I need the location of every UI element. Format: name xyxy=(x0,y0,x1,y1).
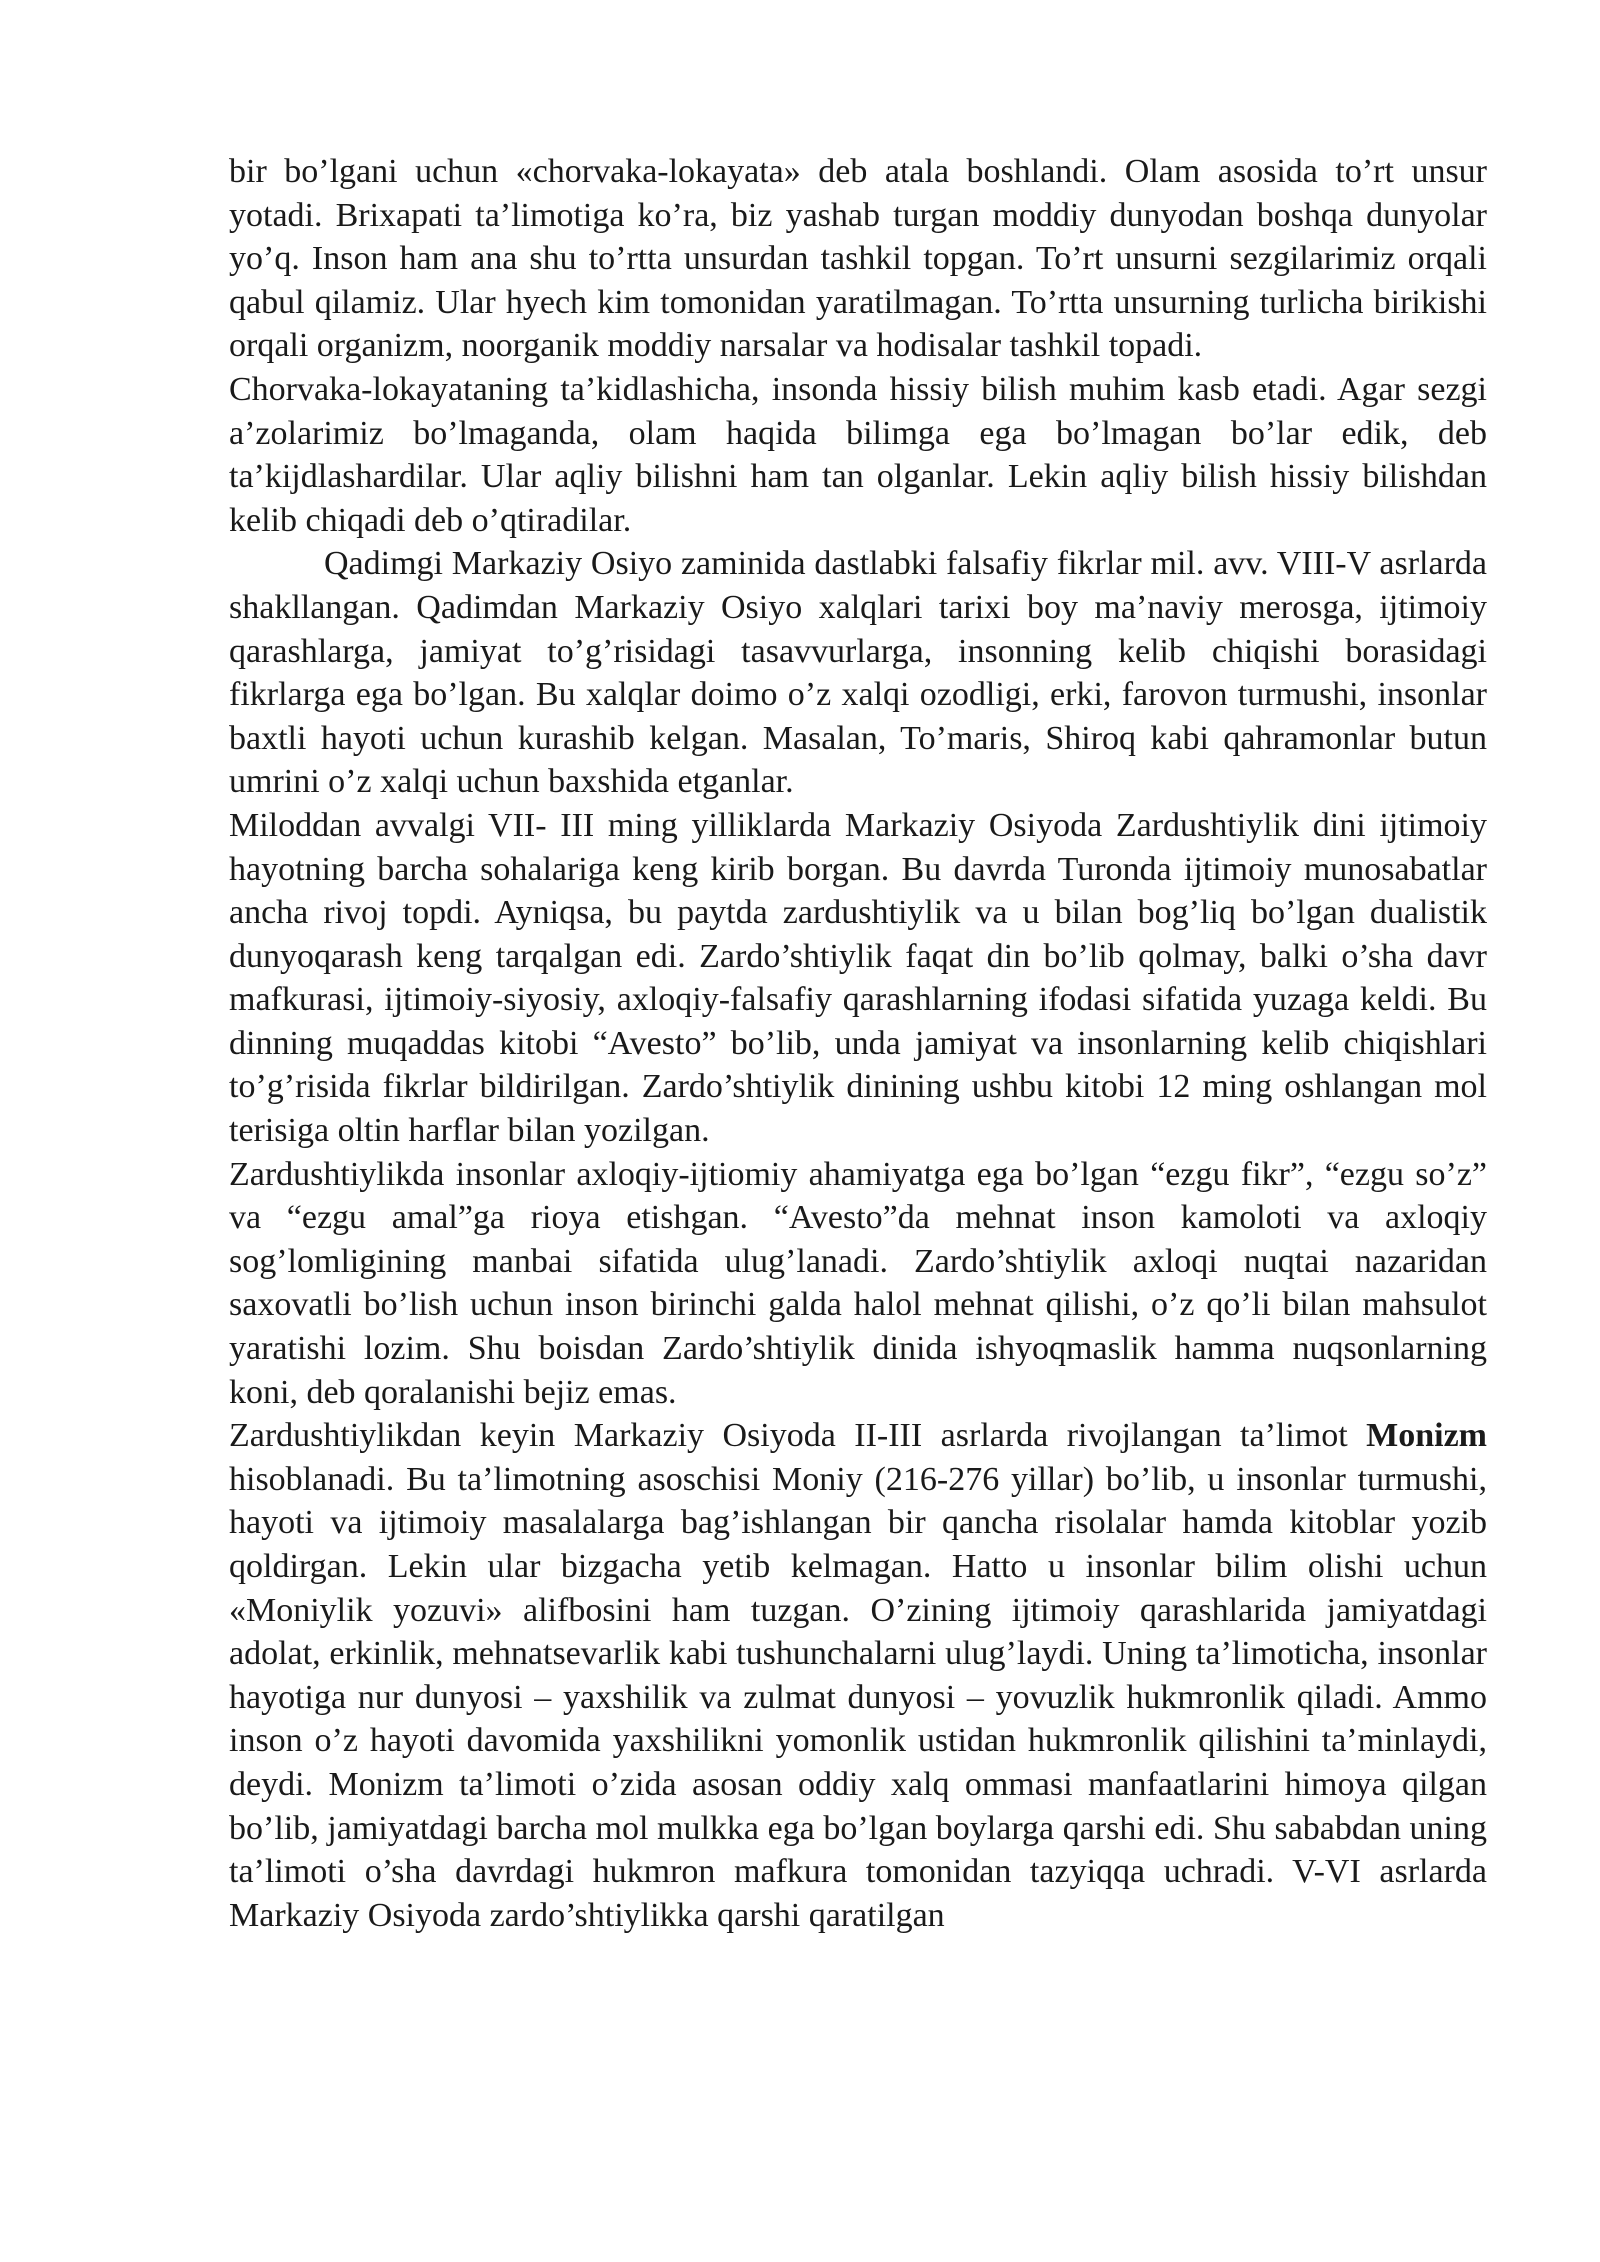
paragraph-monizm-body: hisoblanadi. Bu ta’limotning asoschisi Moniy (216-276 yillar) bo’lib, u insonlar turmushi, hayoti va ijtimoiy masalalarga bag’ishlangan bir qancha risolalar hamda kitoblar yozib qoldirgan. Lekin ular bizgacha yetib kelmagan. Hatto u insonlar bilim olishi uchun «Moniylik yozuvi» alifbosini ham tuzgan. O’zining ijtimoiy qarashlarida jamiyatdagi adolat, erkinlik, mehnatsevarlik kabi tushunchalarni ulug’laydi. Uning ta’limoticha, insonlar hayotiga nur dunyosi – yaxshilik va zulmat dunyosi – yovuzlik hukmronlik qiladi. Ammo inson o’z hayoti davomida yaxshilikni yomonlik ustidan hukmronlik qilishini ta’minlaydi, deydi. Monizm ta’limoti o’zida asosan oddiy xalq ommasi manfaatlarini himoya qilgan bo’lib, jamiyatdagi barcha mol mulkka ega bo’lgan boylarga qarshi edi. Shu sababdan uning ta’limoti o’sha davrdagi hukmron mafkura tomonidan tazyiqqa uchradi. V-VI asrlarda Markaziy Osiyoda zardo’shtiylikka qarshi qaratilgan xyxy=(229,1460,1487,1934)
paragraph-hissiy-bilish: Chorvaka-lokayataning ta’kidlashicha, insonda hissiy bilish muhim kasb etadi. Agar sezgi a’zolarimiz bo’lmaganda, olam haqida bilimga ega bo’lmagan bo’lar edik, deb ta’kijdlashardilar. Ular aqliy bilishni ham tan olganlar. Lekin aqliy bilish hissiy bilishdan kelib chiqadi deb o’qtiradilar. xyxy=(229,370,1487,539)
paragraph-zardushtiylik-axloqi: Zardushtiylikda insonlar axloqiy-ijtiomiy ahamiyatga ega bo’lgan “ezgu fikr”, “ezgu so’z” va “ezgu amal”ga rioya etishgan. “Avesto”da mehnat inson kamoloti va axloqiy sog’lomligining manbai sifatida ulug’lanadi. Zardo’shtiylik axloqi nuqtai nazaridan saxovatli bo’lish uchun inson birinchi galda halol mehnat qilishi, o’z qo’li bilan mahsulot yaratishi lozim. Shu boisdan Zardo’shtiylik dinida ishyoqmaslik hamma nuqsonlarning koni, deb qoralanishi bejiz emas. xyxy=(229,1155,1487,1411)
paragraph-monizm xyxy=(229,1414,1487,1937)
paragraph-monizm-intro: Zardushtiylikdan keyin Markaziy Osiyoda II-III asrlarda rivojlangan ta’limot xyxy=(229,1417,1367,1455)
paragraph-markaziy-osiyo: Qadimgi Markaziy Osiyo zaminida dastlabki falsafiy fikrlar mil. avv. VIII-V asrlarda shakllangan. Qadimdan Markaziy Osiyo xalqlari tarixi boy ma’naviy merosga, ijtimoiy qarashlarga, jamiyat to’g’risidagi tasavvurlarga, insonning kelib chiqishi borasidagi fikrlarga ega bo’lgan. Bu xalqlar doimo o’z xalqi ozodligi, erki, farovon turmushi, insonlar baxtli hayoti uchun kurashib kelgan. Masalan, To’maris, Shiroq kabi qahramonlar butun umrini o’z xalqi uchun baxshida etganlar. xyxy=(229,545,1487,801)
document-page xyxy=(229,150,1487,1937)
paragraph-chorvaka-unsurlar: bir bo’lgani uchun «chorvaka-lokayata» deb atala boshlandi. Olam asosida to’rt unsur yotadi. Brixapati ta’limotiga ko’ra, biz yashab turgan moddiy dunyodan boshqa dunyolar yo’q. Inson ham ana shu to’rtta unsurdan tashkil topgan. To’rt unsurni sezgilarimiz orqali qabul qilamiz. Ular hyech kim tomonidan yaratilmagan. To’rtta unsurning turlicha birikishi orqali organizm, noorganik moddiy narsalar va hodisalar tashkil topadi. xyxy=(229,153,1487,365)
term-monizm: Monizm xyxy=(1366,1417,1487,1455)
paragraph-zardushtiylik-dini: Miloddan avvalgi VII- III ming yilliklarda Markaziy Osiyoda Zardushtiylik dini ijtimoiy hayotning barcha sohalariga keng kirib borgan. Bu davrda Turonda ijtimoiy munosabatlar ancha rivoj topdi. Ayniqsa, bu paytda zardushtiylik va u bilan bog’liq bo’lgan dualistik dunyoqarash keng tarqalgan edi. Zardo’shtiylik faqat din bo’lib qolmay, balki o’sha davr mafkurasi, ijtimoiy-siyosiy, axloqiy-falsafiy qarashlarning ifodasi sifatida yuzaga keldi. Bu dinning muqaddas kitobi “Avesto” bo’lib, unda jamiyat va insonlarning kelib chiqishlari to’g’risida fikrlar bildirilgan. Zardo’shtiylik dinining ushbu kitobi 12 ming oshlangan mol terisiga oltin harflar bilan yozilgan. xyxy=(229,806,1487,1150)
